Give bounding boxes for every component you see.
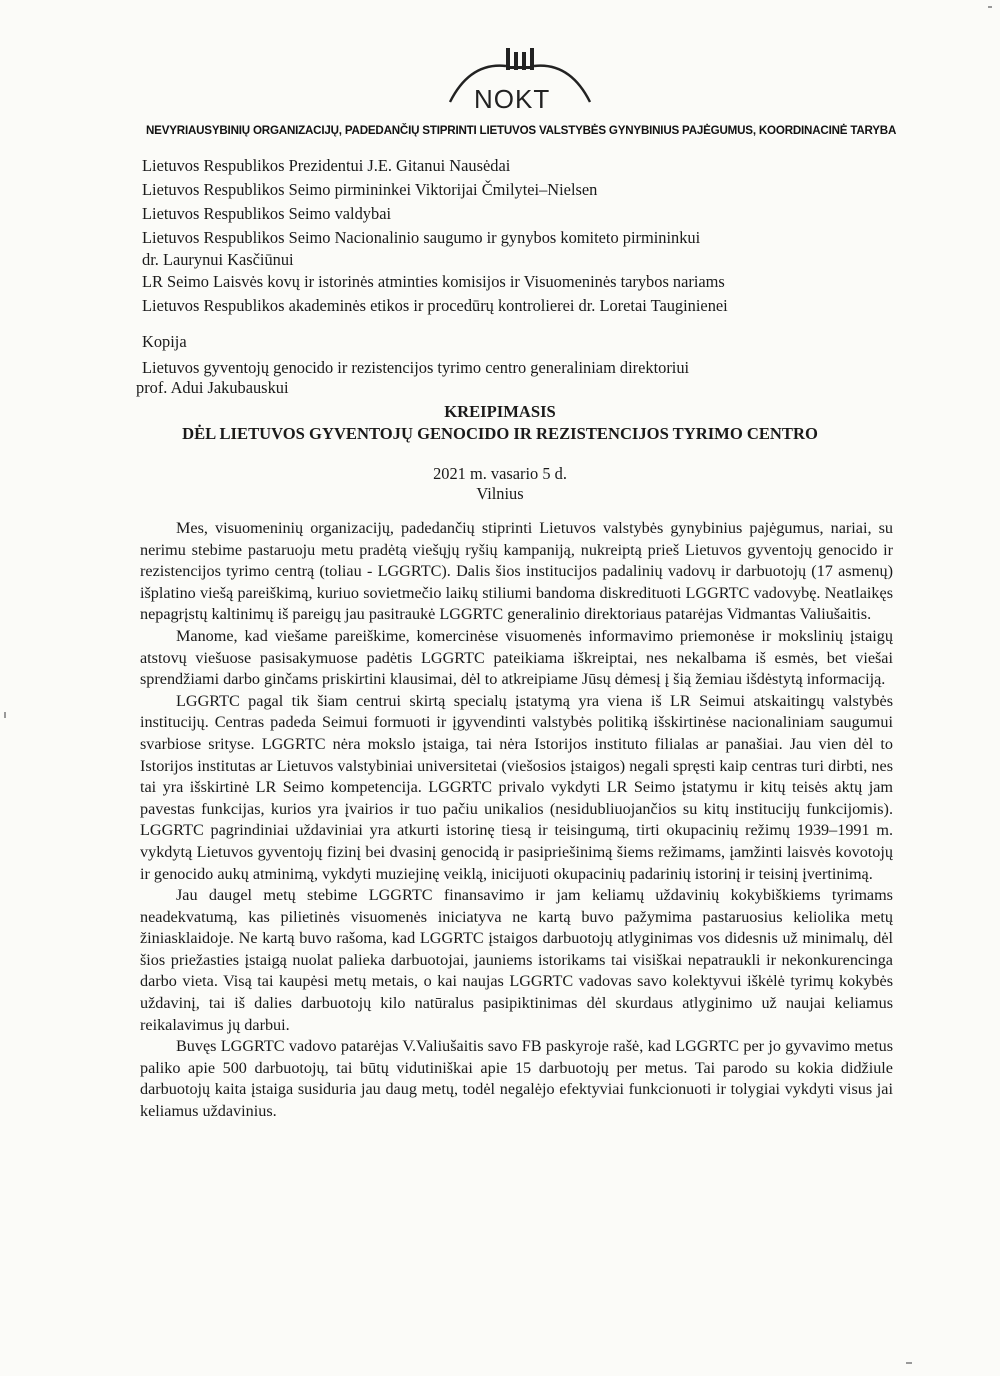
addressee-line: Lietuvos Respublikos Seimo pirmininkei Viktorijai Čmilytei–Nielsen — [142, 180, 598, 199]
scan-mark — [906, 1362, 912, 1364]
letter-subheading: DĖL LIETUVOS GYVENTOJŲ GENOCIDO IR REZISTENCIJOS TYRIMO CENTRO — [182, 424, 818, 443]
copy-label: Kopija — [142, 332, 187, 351]
scan-mark — [4, 712, 6, 718]
body-paragraph: Jau daugel metų stebime LGGRTC finansavimo ir jam keliamų uždavinių kokybiškiems tyrimams neadekvatumą, kas pilietinės visuomenės iniciatyva ne kartą buvo pažymima pastaruosius keliolika metų žiniasklaidoje. Ne kartą buvo rašoma, kad LGGRTC įstaigos darbuotojų atlyginimas vos didesnis už minimalų, dėl šios priežasties įstaigą nuolat palieka darbuotojai, jauniems istorikams tai visiškai nepatraukli ir nekonkurencinga darbo vieta. Visą tai kaupėsi metų metais, o kai naujas LGGRTC vadovas savo kolektyvui iškėlė tyrimų kokybės uždavinį, tai iš dalies darbuotojų kilo natūralus pasipiktinimas dėl skurdaus atlyginimo už naujai keliamus reikalavimus jų darbui. — [140, 886, 893, 1034]
addressee-line: Lietuvos Respublikos Prezidentui J.E. Gitanui Nausėdai — [142, 156, 511, 175]
addressee-line: Lietuvos Respublikos Seimo valdybai — [142, 204, 392, 223]
addressee-line: Lietuvos Respublikos akademinės etikos ir procedūrų kontrolierei dr. Loretai Tauginienei — [142, 296, 728, 315]
body-paragraph: LGGRTC pagal tik šiam centrui skirtą specialų įstatymą yra viena iš LR Seimui atskaitingų valstybės institucijų. Centras padeda Seimui formuoti ir įgyvendinti valstybės politiką išskirtinėse nacionaliniam saugumui svarbiose srityse. LGGRTC nėra mokslo įstaiga, tai nėra Istorijos instituto filialas ar panašiai. Jau vien dėl to Istorijos institutas ar Lietuvos valstybiniai universitetai (viešosios įstaigos) negali spręsti kaip centras turi dirbti, nes tai yra išskirtinė LR Seimo kompetencija. LGGRTC privalo vykdyti LR Seimo įstatymu ir kitų teisės aktų jam pavestas funkcijas, kurios yra įvairios ir tuo pačiu unikalios (nesidubliuojančios su kitų institucijų funkcijomis). LGGRTC pagrindiniai uždaviniai yra atkurti istorinę tiesą ir teisingumą, tirti okupacinių režimų 1939–1991 m. vykdytą Lietuvos gyventojų fizinį bei dvasinį genocidą ir pasipriešinimą šiems režimams, įamžinti laisvės kovotojų ir genocido aukų atminimą, vykdyti muziejinę veiklą, inicijuoti okupacinių padarinių istorinį ir teisinį įvertinimą. — [140, 691, 893, 883]
letter-place: Vilnius — [476, 484, 524, 503]
logo-text: NOKT — [474, 84, 551, 114]
letter-body — [140, 518, 893, 1123]
addressee-line: LR Seimo Laisvės kovų ir istorinės atminties komisijos ir Visuomeninės tarybos nariams — [142, 272, 725, 291]
letter-date: 2021 m. vasario 5 d. — [433, 464, 567, 483]
copy-line: prof. Adui Jakubauskui — [136, 378, 289, 397]
copy-line: Lietuvos gyventojų genocido ir rezistencijos tyrimo centro generaliniam direktoriui — [142, 358, 690, 377]
letter-heading: KREIPIMASIS — [444, 402, 556, 421]
body-paragraph: Buvęs LGGRTC vadovo patarėjas V.Valiušaitis savo FB paskyroje rašė, kad LGGRTC per jo gyvavimo metus paliko apie 500 darbuotojų, tai būtų vidutiniškai apie 15 darbuotojų per metus. Tai parodo su kokia didžiule darbuotojų kaita įstaiga susiduria jau daug metų, todėl negalėjo efektyviai funkcionuoti ir tolygiai vykdyti visus jai keliamus uždavinius. — [140, 1037, 893, 1121]
addressee-line: dr. Laurynui Kasčiūnui — [142, 250, 294, 269]
body-paragraph: Manome, kad viešame pareiškime, komercinėse visuomenės informavimo priemonėse ir mokslinių įstaigų atstovų viešuose pasisakymuose padėtis LGGRTC pateikiama iškreiptai, nes nekalbama iš esmės, bet viešai sprendžiami darbo ginčams priskirtini klausimai, dėl to atkreipiame Jūsų dėmesį į šią žemiau išdėstytą informaciją. — [140, 626, 893, 689]
organization-title: NEVYRIAUSYBINIŲ ORGANIZACIJŲ, PADEDANČIŲ STIPRINTI LIETUVOS VALSTYBĖS GYNYBINIUS PAJĖGUMUS, KOORDINACINĖ TARYBA — [146, 124, 897, 137]
addressee-line: Lietuvos Respublikos Seimo Nacionalinio saugumo ir gynybos komiteto pirmininkui — [142, 228, 701, 247]
scan-mark — [988, 6, 992, 8]
body-paragraph: Mes, visuomeninių organizacijų, padedančių stiprinti Lietuvos valstybės gynybinius pajėgumus, nariai, su nerimu stebime pastaruoju metu pradėtą viešųjų ryšių kampaniją, nukreiptą prieš Lietuvos gyventojų genocido ir rezistencijos tyrimo centrą (toliau - LGGRTC). Dalis šios institucijos padalinių vadovų ir darbuotojų (17 asmenų) išplatino viešą pareiškimą, kuriuo sovietmečio laikų stiliumi bandoma diskredituoti LGGRTC vadovybę. Neatlaikęs nepagrįstų kaltinimų iš pareigų jau pasitraukė LGGRTC generalinio direktoriaus patarėjas Vidmantas Valiušaitis. — [140, 519, 893, 624]
